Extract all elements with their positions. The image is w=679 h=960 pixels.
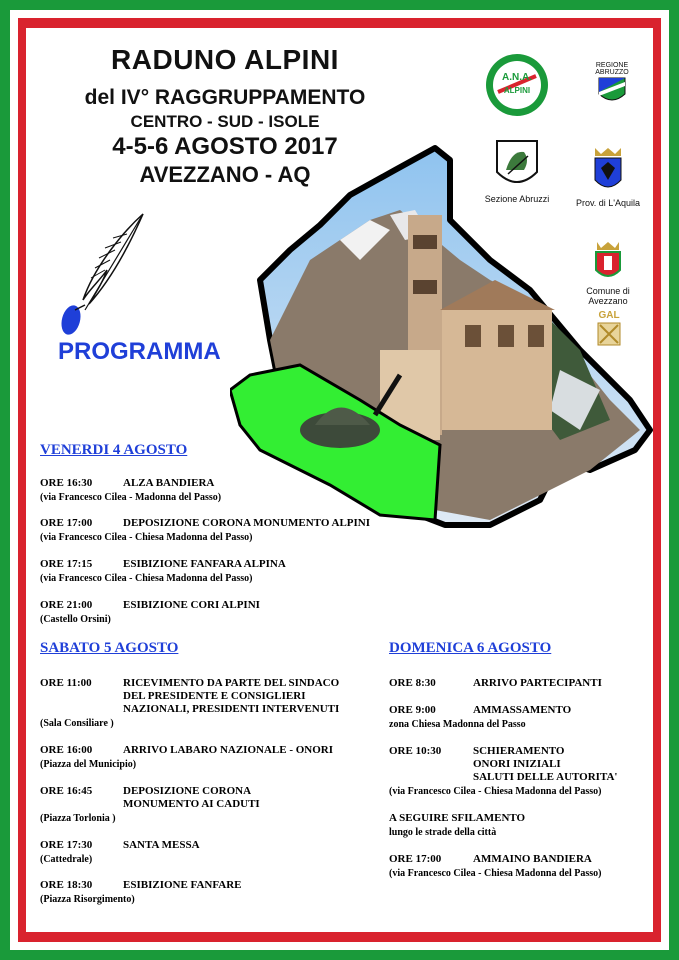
list-item — [40, 744, 380, 772]
programma-heading: PROGRAMMA — [58, 338, 221, 365]
ana-logo-subtext: ALPINI — [503, 86, 531, 95]
event-description: AMMAINO BANDIERA — [473, 853, 592, 865]
ana-emblem-icon — [484, 52, 550, 118]
regione-name: ABRUZZO — [595, 69, 629, 76]
list-item — [389, 745, 653, 801]
list-item — [40, 785, 380, 827]
ana-logo-text: A.N.A. — [502, 72, 532, 83]
list-item — [40, 558, 420, 586]
event-location: (Piazza del Municipio) — [40, 759, 137, 770]
event-time: ORE 16:45 — [40, 785, 93, 797]
event-description: ESIBIZIONE FANFARE — [123, 879, 242, 891]
event-location: zona Chiesa Madonna del Passo — [389, 719, 526, 730]
event-description: ARRIVO PARTECIPANTI — [473, 677, 602, 689]
provincia-aquila-logo — [572, 146, 644, 208]
list-item — [389, 853, 653, 881]
event-time: ORE 17:15 — [40, 558, 93, 570]
event-time: ORE 17:00 — [389, 853, 442, 865]
comune-label: Comune di Avezzano — [586, 286, 630, 306]
list-item — [40, 517, 420, 545]
provincia-crest-icon — [591, 146, 625, 196]
event-location: (via Francesco Cilea - Madonna del Passo) — [40, 492, 222, 503]
event-description: RICEVIMENTO DA PARTE DEL SINDACO DEL PRESIDENTE E CONSIGLIERI NAZIONALI, PRESIDENTI INTERVENUTI — [123, 677, 340, 715]
list-item — [40, 879, 380, 907]
regione-shield-icon — [597, 76, 627, 106]
event-description: DEPOSIZIONE CORONA MONUMENTO ALPINI — [123, 517, 371, 529]
alpino-emblem-icon — [494, 138, 540, 192]
event-subtitle: del IV° RAGGRUPPAMENTO — [84, 86, 366, 109]
event-regions: CENTRO - SUD - ISOLE — [130, 112, 320, 131]
event-description: SANTA MESSA — [123, 839, 200, 851]
event-time: ORE 9:00 — [389, 704, 436, 716]
event-dates: 4-5-6 AGOSTO 2017 — [112, 133, 338, 160]
event-time: ORE 10:30 — [389, 745, 442, 757]
event-time: A SEGUIRE SFILAMENTO — [389, 812, 526, 824]
gal-logo — [594, 310, 624, 349]
comune-crest-icon — [591, 240, 625, 284]
list-item — [389, 812, 649, 840]
list-item — [40, 477, 380, 505]
sezione-label: Sezione Abruzzi — [484, 194, 550, 204]
event-location: (via Francesco Cilea - Chiesa Madonna del Passo) — [389, 786, 602, 797]
regione-label: REGIONE — [595, 62, 629, 69]
event-description: ESIBIZIONE CORI ALPINI — [123, 599, 260, 611]
friday-heading: VENERDI 4 AGOSTO — [40, 442, 188, 458]
quill-pen-icon — [55, 210, 150, 340]
comune-avezzano-logo — [566, 240, 650, 306]
ana-logo — [484, 52, 550, 118]
gal-emblem-icon — [596, 321, 622, 347]
event-title: RADUNO ALPINI — [111, 44, 339, 75]
event-location: (Cattedrale) — [40, 854, 93, 865]
event-time: ORE 21:00 — [40, 599, 93, 611]
event-time: ORE 8:30 — [389, 677, 436, 689]
event-location: (Sala Consiliare ) — [40, 718, 114, 729]
event-location: (Castello Orsini) — [40, 614, 111, 625]
list-item — [40, 599, 420, 627]
event-description: ARRIVO LABARO NAZIONALE - ONORI — [123, 744, 334, 756]
event-description: ESIBIZIONE FANFARA ALPINA — [123, 558, 286, 570]
sezione-abruzzi-logo — [482, 138, 552, 204]
gal-label: GAL — [598, 310, 620, 321]
list-item — [389, 677, 649, 693]
event-location: (Piazza Risorgimento) — [40, 894, 135, 905]
event-location: (via Francesco Cilea - Chiesa Madonna del Passo) — [389, 868, 602, 879]
event-time: ORE 18:30 — [40, 879, 93, 891]
saturday-heading: SABATO 5 AGOSTO — [40, 640, 179, 656]
event-description: AMMASSAMENTO — [473, 704, 572, 716]
sunday-heading: DOMENICA 6 AGOSTO — [389, 640, 552, 656]
provincia-label: Prov. di L'Aquila — [575, 198, 641, 208]
event-time: ORE 17:30 — [40, 839, 93, 851]
event-time: ORE 17:00 — [40, 517, 93, 529]
event-description: ALZA BANDIERA — [123, 477, 215, 489]
list-item — [40, 677, 380, 733]
list-item — [40, 839, 380, 867]
event-time: ORE 16:00 — [40, 744, 93, 756]
event-location: (via Francesco Cilea - Chiesa Madonna del Passo) — [40, 532, 253, 543]
list-item — [389, 704, 649, 732]
event-time: ORE 11:00 — [40, 677, 92, 689]
regione-abruzzo-logo — [588, 62, 636, 108]
event-location: AVEZZANO - AQ — [139, 162, 311, 187]
event-time: ORE 16:30 — [40, 477, 93, 489]
event-location: lungo le strade della città — [389, 827, 497, 838]
event-description: DEPOSIZIONE CORONA MONUMENTO AI CADUTI — [123, 785, 260, 810]
event-description: SCHIERAMENTO ONORI INIZIALI SALUTI DELLE AUTORITA' — [473, 745, 618, 783]
event-location: (via Francesco Cilea - Chiesa Madonna del Passo) — [40, 573, 253, 584]
event-location: (Piazza Torlonia ) — [40, 813, 116, 824]
